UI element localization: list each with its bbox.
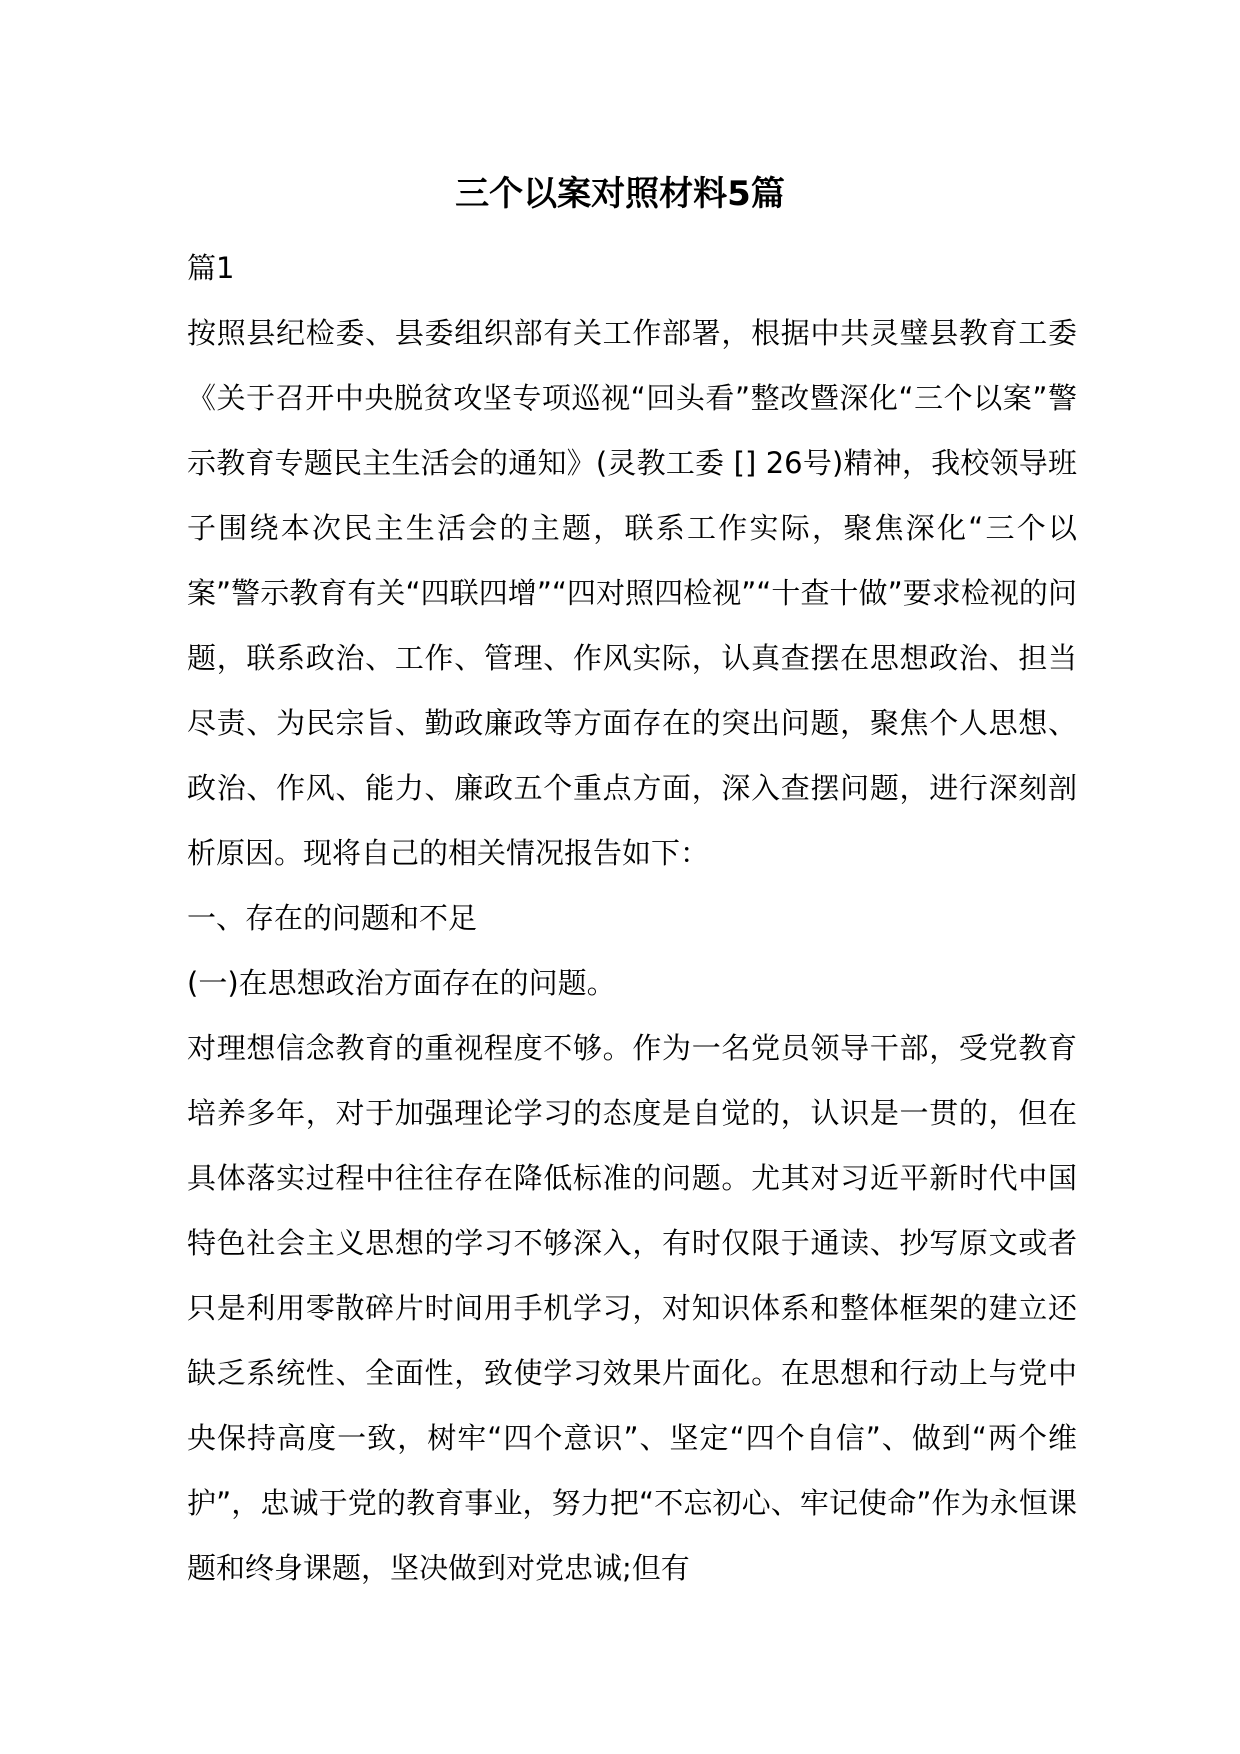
paragraph-intro: 按照县纪检委、县委组织部有关工作部署，根据中共灵璧县教育工委《关于召开中央脱贫攻坚专项巡视“回头看”整改暨深化“三个以案”警示教育专题民主生活会的通知》(灵教工委 [] 26号)精神，我校领导班子围绕本次民主生活会的主题，联系工作实际，聚焦深化“三个以案”警示教育有关“四联四增”“四对照四检视”“十查十做”要求检视的问题，联系政治、工作、管理、作风实际，认真查摆在思想政治、担当尽责、为民宗旨、勤政廉政等方面存在的突出问题，聚焦个人思想、政治、作风、能力、廉政五个重点方面，深入查摆问题，进行深刻剖析原因。现将自己的相关情况报告如下：: [187, 316, 1077, 870]
subheading-ideology: (一)在思想政治方面存在的问题。: [187, 966, 616, 1000]
document-title: 三个以案对照材料5篇: [455, 174, 785, 214]
paragraph-ideology: 对理想信念教育的重视程度不够。作为一名党员领导干部，受党教育培养多年，对于加强理论学习的态度是自觉的，认识是一贯的，但在具体落实过程中往往存在降低标准的问题。尤其对习近平新时代中国特色社会主义思想的学习不够深入，有时仅限于通读、抄写原文或者只是利用零散碎片时间用手机学习，对知识体系和整体框架的建立还缺乏系统性、全面性，致使学习效果片面化。在思想和行动上与党中央保持高度一致，树牢“四个意识”、坚定“四个自信”、做到“两个维护”，忠诚于党的教育事业，努力把“不忘初心、牢记使命”作为永恒课题和终身课题，坚决做到对党忠诚;但有: [187, 1031, 1077, 1585]
section-label: 篇1: [187, 251, 235, 285]
document-body: [187, 236, 1077, 1601]
heading-problems: 一、存在的问题和不足: [187, 901, 478, 935]
